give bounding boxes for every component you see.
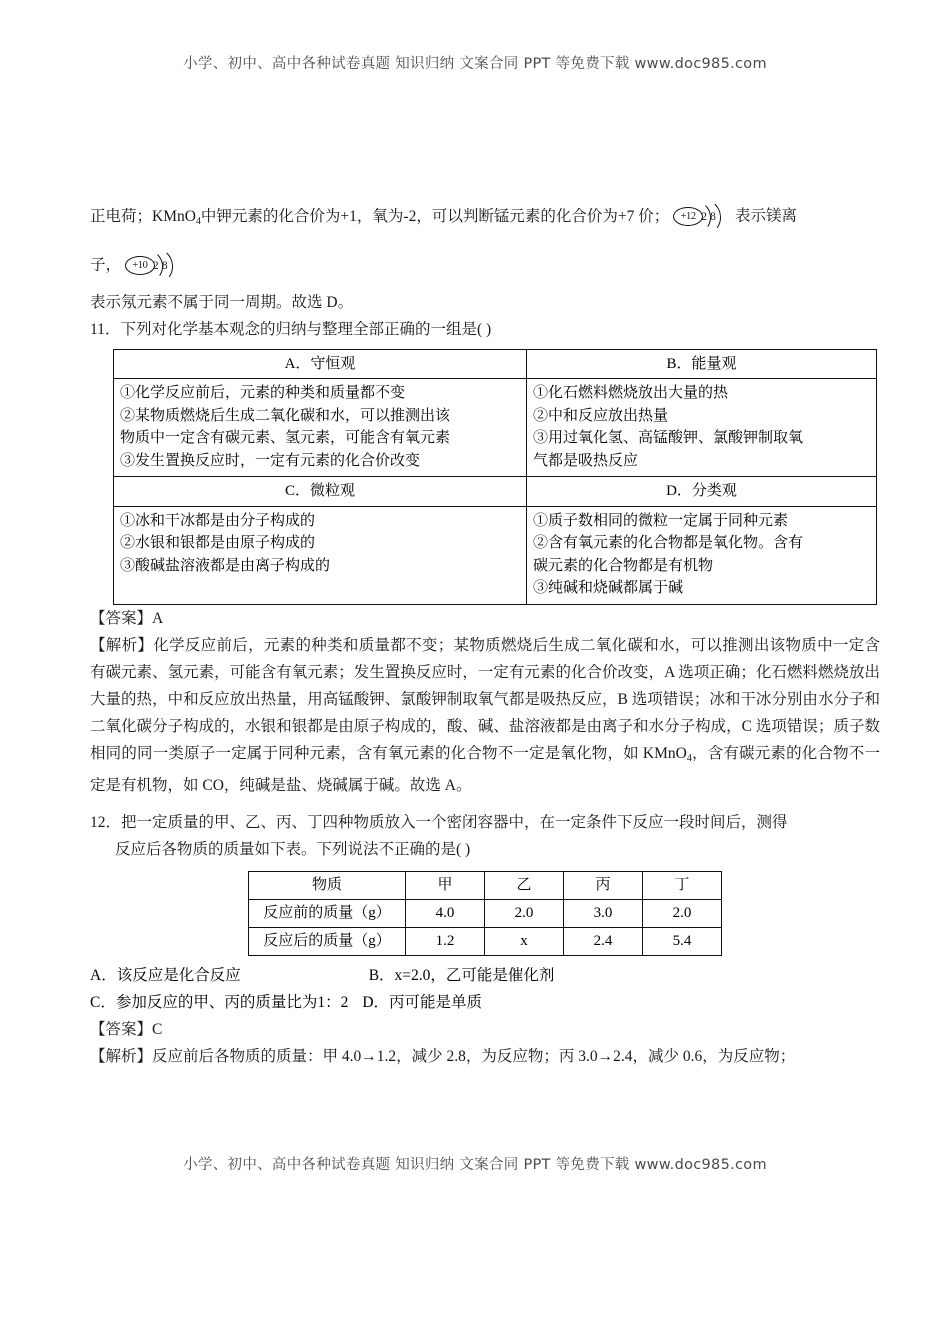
atom-nucleus-charge: +10 xyxy=(125,256,155,275)
concept-cell-b xyxy=(527,379,877,477)
table-row xyxy=(114,477,877,507)
kmno4-subscript: 4 xyxy=(195,215,201,227)
question-12-options-row-1 xyxy=(90,962,880,989)
mass-table-cell: 2.0 xyxy=(485,899,564,927)
electron-count-shell-2: 8 xyxy=(161,259,168,272)
mass-table-cell: 2.0 xyxy=(643,899,722,927)
answer-value: A xyxy=(152,609,164,627)
watermark-top: 小学、初中、高中各种试卷真题 知识归纳 文案合同 PPT 等免费下载 www.doc985.com xyxy=(183,56,767,72)
mass-table-cell: 5.4 xyxy=(643,927,722,955)
concept-cell-d-line: ①质子数相同的微粒一定属于同种元素 xyxy=(533,512,789,529)
table-row xyxy=(114,506,877,604)
top-paragraph-line3: 表示氖元素不属于同一周期。故选 D。 xyxy=(90,293,354,311)
concept-cell-c xyxy=(114,506,527,604)
top-paragraph-tail: 表示镁离 xyxy=(734,207,797,225)
question-12-number: 12． xyxy=(90,813,122,831)
answer-label: 【答案】 xyxy=(90,609,153,627)
atom-diagram-magnesium xyxy=(673,200,731,234)
concept-table xyxy=(113,349,877,605)
concept-header-c: C．微粒观 xyxy=(114,477,527,507)
concept-cell-a-line: 物质中一定含有碳元素、氢元素，可能含有氧元素 xyxy=(120,430,451,447)
concept-cell-d-line: ③纯碱和烧碱都属于碱 xyxy=(533,580,684,597)
analysis-text: 反应前后各物质的质量：甲 4.0→1.2，减少 2.8，为反应物；丙 3.0→2.4，减少 0.6，为反应物； xyxy=(152,1047,796,1065)
mass-table-col-header: 乙 xyxy=(485,871,564,899)
top-paragraph-line1 xyxy=(90,200,880,235)
question-12-answer xyxy=(90,1016,880,1043)
concept-header-d: D．分类观 xyxy=(527,477,877,507)
concept-cell-a-line: ②某物质燃烧后生成二氧化碳和水，可以推测出该 xyxy=(120,407,451,424)
concept-header-a: A．守恒观 xyxy=(114,349,527,379)
document-content xyxy=(90,200,880,1070)
mass-table-col-header: 丁 xyxy=(643,871,722,899)
atom-diagram-neon xyxy=(125,249,183,283)
atom-nucleus-charge: +12 xyxy=(673,207,703,226)
table-row xyxy=(249,927,722,955)
top-paragraph-text1: 正电荷；KMnO$_4$中钾元素的化合价为+1，氧为-2，可以判断锰元素的化合价为+7 价； xyxy=(90,207,670,227)
analysis-text-part2: ，含有碳元素的化合物不一定是有机物，如 CO，纯碱是盐、烧碱属于碱。故选 A。 xyxy=(90,744,880,794)
concept-cell-d-line: 碳元素的化合物都是有机物 xyxy=(533,557,714,574)
mass-table-cell: x xyxy=(485,927,564,955)
top-paragraph-prefix: 子， xyxy=(90,256,122,274)
table-row xyxy=(114,379,877,477)
mass-table-cell: 3.0 xyxy=(564,899,643,927)
concept-cell-a-line: ③发生置换反应时，一定有元素的化合价改变 xyxy=(120,452,421,469)
concept-cell-b-line: ①化石燃料燃烧放出大量的热 xyxy=(533,385,729,402)
question-12-analysis xyxy=(90,1043,880,1070)
mass-table-col-header: 甲 xyxy=(406,871,485,899)
concept-cell-d xyxy=(527,506,877,604)
mass-table-corner-label: 物质 xyxy=(249,871,406,899)
question-11-stem xyxy=(90,316,880,343)
concept-cell-d-line: ②含有氧元素的化合物都是氧化物。含有 xyxy=(533,535,804,552)
mass-table-cell: 4.0 xyxy=(406,899,485,927)
analysis-label: 【解析】 xyxy=(90,636,154,654)
mass-table-cell: 2.4 xyxy=(564,927,643,955)
kmno4-subscript: 4 xyxy=(686,752,692,764)
mass-data-table xyxy=(248,871,722,956)
mass-table-col-header: 丙 xyxy=(564,871,643,899)
watermark-bottom: 小学、初中、高中各种试卷真题 知识归纳 文案合同 PPT 等免费下载 www.doc985.com xyxy=(183,1157,767,1173)
table-row xyxy=(249,899,722,927)
analysis-label: 【解析】 xyxy=(90,1047,153,1065)
question-11-answer xyxy=(90,605,880,632)
concept-cell-c-line: ①冰和干冰都是由分子构成的 xyxy=(120,512,316,529)
option-a: A．该反应是化合反应 xyxy=(90,966,241,984)
mass-table-row-label: 反应前的质量（g） xyxy=(249,899,406,927)
question-11-analysis xyxy=(90,632,880,799)
option-b: B．x=2.0，乙可能是催化剂 xyxy=(368,966,555,984)
concept-cell-a-line: ①化学反应前后，元素的种类和质量都不变 xyxy=(120,385,406,402)
question-12-options-row-2 xyxy=(90,989,880,1016)
option-c: C．参加反应的甲、丙的质量比为1：2 xyxy=(90,993,349,1011)
question-12-text: 把一定质量的甲、乙、丙、丁四种物质放入一个密闭容器中，在一定条件下反应一段时间后，测得 xyxy=(121,813,788,831)
question-12-stem-line1 xyxy=(90,809,880,836)
concept-cell-b-line: 气都是吸热反应 xyxy=(533,452,639,469)
option-d: D．丙可能是单质 xyxy=(362,993,483,1011)
answer-label: 【答案】 xyxy=(90,1020,153,1038)
mass-table-cell: 1.2 xyxy=(406,927,485,955)
table-row xyxy=(249,871,722,899)
analysis-text-part1: 化学反应前后，元素的种类和质量都不变；某物质燃烧后生成二氧化碳和水，可以推测出该物质中一定含有碳元素、氢元素，可能含有氧元素；发生置换反应时，一定有元素的化合价改变，A 选项正确；化石燃料燃烧放出大量的热，中和反应放出热量，用高锰酸钾、氯酸钾制取氧气都是吸热反应，B 选项错误；冰和干冰分别由水分子和二氧化碳分子构成的，水银和银都是由原子构成的，酸、碱、盐溶液都是由离子和水分子构成，C 选项错误；质子数相同的同一类原子一定属于同种元素，含有氧元素的化合物不一定是氧化物，如 KMnO xyxy=(90,636,880,762)
question-12-stem-line2: 反应后各物质的质量如下表。下列说法不正确的是( ) xyxy=(115,840,471,858)
electron-count-shell-2: 8 xyxy=(710,211,716,223)
top-paragraph-line2 xyxy=(90,249,880,283)
mass-table-row-label: 反应后的质量（g） xyxy=(249,927,406,955)
answer-value: C xyxy=(152,1020,163,1038)
table-row xyxy=(114,349,877,379)
concept-cell-b-line: ②中和反应放出热量 xyxy=(533,407,669,424)
electron-count-shell-1: 2 xyxy=(701,211,707,223)
question-11-number: 11． xyxy=(90,320,121,338)
concept-cell-c-line: ②水银和银都是由原子构成的 xyxy=(120,535,316,552)
concept-cell-c-line: ③酸碱盐溶液都是由离子构成的 xyxy=(120,557,331,574)
concept-header-b: B．能量观 xyxy=(527,349,877,379)
electron-count-shell-1: 2 xyxy=(152,259,159,272)
concept-cell-b-line: ③用过氧化氢、高锰酸钾、氯酸钾制取氧 xyxy=(533,430,804,447)
concept-cell-a xyxy=(114,379,527,477)
question-11-text: 下列对化学基本观念的归纳与整理全部正确的一组是( ) xyxy=(120,320,492,338)
